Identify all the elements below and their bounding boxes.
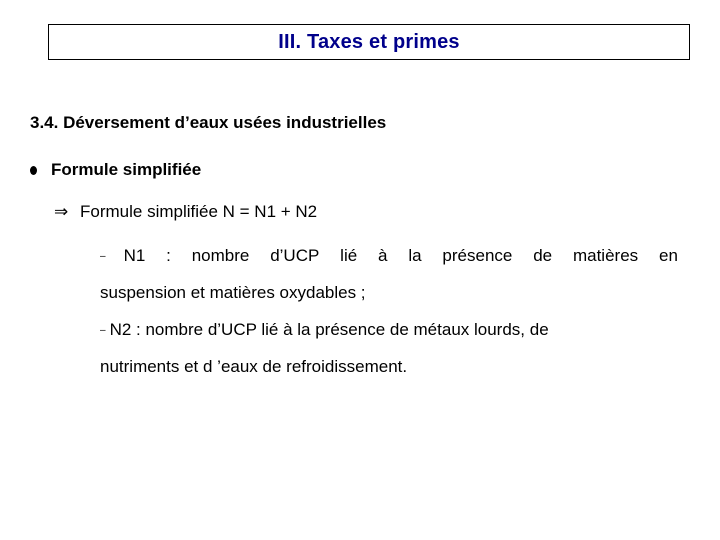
word: à: [378, 246, 388, 265]
list-item-n1-first: [100, 238, 145, 275]
list-item-n2-line2: nutriments et d ’eaux de refroidissement.: [100, 356, 408, 376]
bullet-text: Formule simplifiée: [51, 160, 202, 179]
list-item-n1: [100, 238, 678, 311]
word: d’UCP: [270, 246, 320, 265]
list-item-n2-line1-text: N2 : nombre d’UCP lié à la présence de métaux lourds, de: [109, 320, 549, 339]
slide-title: III. Taxes et primes: [278, 30, 460, 53]
word: en: [659, 246, 678, 265]
word: lié: [340, 246, 358, 265]
formula-text: Formule simplifiée N = N1 + N2: [80, 202, 318, 221]
dash-icon: –: [100, 250, 106, 262]
bullet-icon: [30, 166, 37, 175]
word: présence: [442, 246, 513, 265]
list-item-n1-line2: suspension et matières oxydables ;: [100, 282, 366, 302]
dash-icon: –: [100, 324, 106, 336]
word: nombre: [191, 246, 250, 265]
word: matières: [572, 246, 639, 265]
word: :: [166, 246, 171, 265]
word: N1: [123, 246, 146, 265]
list-item-n2: [100, 312, 678, 385]
formula-line: [54, 202, 317, 222]
word: la: [408, 246, 422, 265]
bullet-item: [30, 160, 201, 180]
list-item-n1-line1: [100, 238, 678, 275]
implies-arrow-icon: ⇒: [54, 202, 69, 222]
list-item-n2-line1: [100, 312, 678, 349]
title-box: [48, 24, 690, 60]
word: de: [533, 246, 553, 265]
section-heading: 3.4. Déversement d’eaux usées industrielles: [30, 113, 387, 132]
